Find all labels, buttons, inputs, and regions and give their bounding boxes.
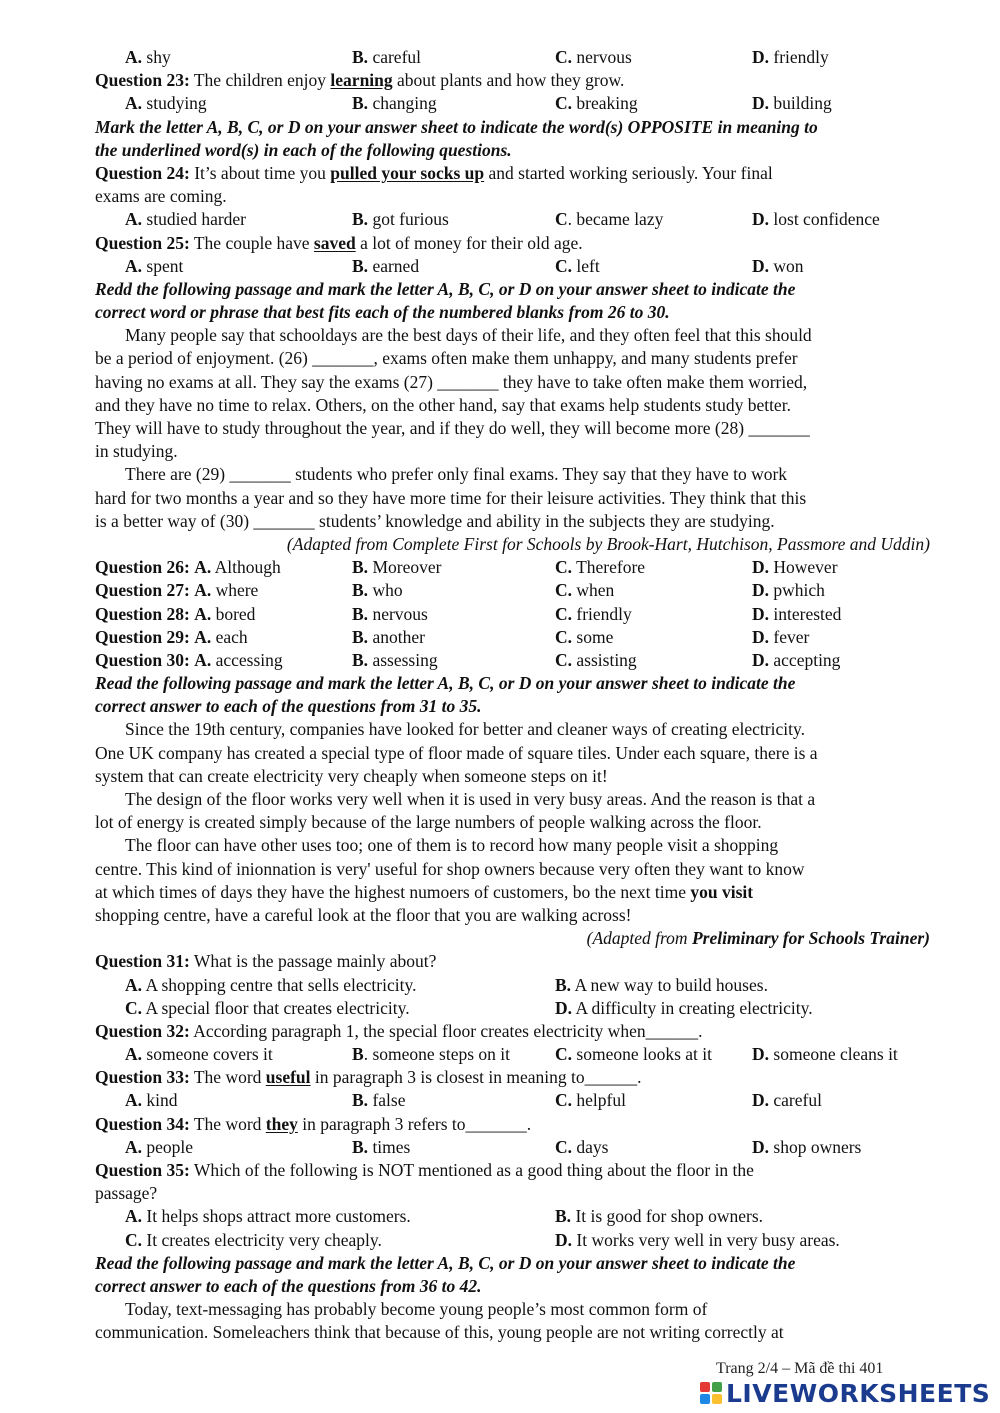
option-a: A. studying	[125, 93, 207, 114]
option-d: D. lost confidence	[752, 209, 880, 230]
q35-options-row1	[95, 1205, 930, 1228]
passage2-line: Since the 19th century, companies have looked for better and cleaner ways of creating electricity.	[125, 719, 805, 740]
option-d: D. fever	[752, 626, 810, 647]
question-number: Question 27: A. where	[95, 580, 259, 601]
logo-square	[700, 1394, 710, 1404]
question-24-cont: exams are coming.	[95, 186, 227, 207]
option-d: D. shop owners	[752, 1136, 862, 1157]
passage2-line: shopping centre, have a careful look at the floor that you are walking across!	[95, 904, 632, 925]
option-d: D. pwhich	[752, 580, 825, 601]
option-c: C. friendly	[555, 603, 632, 624]
option-d: D. accepting	[752, 649, 841, 670]
passage1-line: Many people say that schooldays are the best days of their life, and they often feel that this should	[125, 325, 812, 346]
option-b: B. assessing	[352, 649, 438, 670]
passage1-line: and they have no time to relax. Others, on the other hand, say that exams help students study better.	[95, 394, 791, 415]
question-27	[95, 579, 930, 602]
option-c: C. someone looks at it	[555, 1044, 712, 1065]
q32-options	[95, 1043, 930, 1066]
option-d: D. careful	[752, 1090, 822, 1111]
question-32: Question 32: According paragraph 1, the special floor creates electricity when______.	[95, 1020, 703, 1041]
option-c: C. breaking	[555, 93, 638, 114]
q22-options	[95, 46, 930, 69]
option-d: D. However	[752, 557, 838, 578]
source-citation-2: (Adapted from Preliminary for Schools Trainer)	[586, 928, 930, 949]
option-b: B. changing	[352, 93, 437, 114]
option-b: B. A new way to build houses.	[555, 974, 768, 995]
option-c: C. It creates electricity very cheaply.	[125, 1229, 382, 1250]
page-footer: Trang 2/4 – Mã đề thi 401	[716, 1360, 884, 1377]
q24-options	[95, 208, 930, 231]
question-31: Question 31: What is the passage mainly about?	[95, 951, 437, 972]
instruction-cloze-1: Redd the following passage and mark the letter A, B, C, or D on your answer sheet to indicate the	[95, 278, 796, 299]
instruction-reading2-1: Read the following passage and mark the letter A, B, C, or D on your answer sheet to indicate the	[95, 1252, 796, 1273]
option-b: B. times	[352, 1136, 411, 1157]
question-25: Question 25: The couple have saved a lot of money for their old age.	[95, 232, 583, 253]
passage2-line: The floor can have other uses too; one of them is to record how many people visit a shopping	[125, 835, 779, 856]
question-26	[95, 556, 930, 579]
option-c: C. when	[555, 580, 615, 601]
option-b: B. who	[352, 580, 403, 601]
q31-options-row2	[95, 997, 930, 1020]
option-d: D. A difficulty in creating electricity.	[555, 997, 813, 1018]
option-a: A. studied harder	[125, 209, 247, 230]
option-b: B. earned	[352, 255, 420, 276]
option-d: D. someone cleans it	[752, 1044, 898, 1065]
logo-square	[712, 1382, 722, 1392]
option-c: C. left	[555, 255, 600, 276]
brand-text: LIVEWORKSHEETS	[726, 1378, 991, 1408]
instruction-reading-1: Read the following passage and mark the letter A, B, C, or D on your answer sheet to indicate the	[95, 673, 796, 694]
option-b: B. false	[352, 1090, 406, 1111]
option-a: A. people	[125, 1136, 194, 1157]
passage2-line: One UK company has created a special type of floor made of square tiles. Under each square, there is a	[95, 742, 818, 763]
passage2-line: The design of the floor works very well when it is used in very busy areas. And the reason is that a	[125, 789, 816, 809]
option-c: C. helpful	[555, 1090, 626, 1111]
liveworksheets-logo[interactable]	[700, 1378, 990, 1408]
instruction-reading-2: correct answer to each of the questions from 31 to 35.	[95, 696, 482, 717]
passage1-line: hard for two months a year and so they have more time for their leisure activities. They think that this	[95, 487, 807, 508]
exam-page	[95, 46, 930, 1345]
logo-square	[712, 1394, 722, 1404]
question-35: Question 35: Which of the following is NOT mentioned as a good thing about the floor in the	[95, 1160, 754, 1180]
question-number: Question 29: A. each	[95, 626, 248, 647]
passage1-line: having no exams at all. They say the exams (27) _______ they have to take often make them worried,	[95, 371, 808, 392]
option-b: B. Moreover	[352, 557, 442, 578]
option-b: B. someone steps on it	[352, 1044, 510, 1065]
question-33: Question 33: The word useful in paragraph 3 is closest in meaning to______.	[95, 1067, 642, 1088]
passage2-line: lot of energy is created simply because of the large numbers of people walking across the floor.	[95, 812, 762, 833]
q23-options	[95, 92, 930, 115]
question-number: Question 26: A. Although	[95, 557, 281, 578]
option-c: C. A special floor that creates electricity.	[125, 997, 410, 1018]
passage2-line: centre. This kind of inionnation is very' useful for shop owners because very often they want to know	[95, 858, 805, 879]
question-24: Question 24: It’s about time you pulled your socks up and started working seriously. Your final	[95, 162, 773, 183]
logo-icon	[700, 1382, 722, 1404]
passage3-line: Today, text-messaging has probably become young people’s most common form of	[125, 1299, 708, 1320]
option-b: B. got furious	[352, 209, 449, 230]
source-citation-1: (Adapted from Complete First for Schools by Brook-Hart, Hutchison, Passmore and Uddin)	[286, 533, 930, 554]
option-a: A. It helps shops attract more customers.	[125, 1206, 411, 1227]
question-23: Question 23: The children enjoy learning about plants and how they grow.	[95, 70, 625, 91]
option-a: A. someone covers it	[125, 1044, 273, 1065]
question-28	[95, 603, 930, 626]
option-a: A. spent	[125, 255, 184, 276]
question-number: Question 30: A. accessing	[95, 649, 283, 670]
option-c: C. assisting	[555, 649, 637, 670]
passage1-line: They will have to study throughout the year, and if they do well, they will become more (28) _______	[95, 418, 810, 438]
option-a: A. shy	[125, 47, 171, 67]
passage1-line: is a better way of (30) _______ students’ knowledge and ability in the subjects they are studying.	[95, 510, 775, 531]
option-c: C. nervous	[555, 47, 632, 67]
option-d: D. building	[752, 93, 832, 114]
instruction-opposite-1: Mark the letter A, B, C, or D on your answer sheet to indicate the word(s) OPPOSITE in meaning to	[95, 116, 818, 137]
option-c: C. became lazy	[555, 209, 664, 230]
q33-options	[95, 1089, 930, 1112]
logo-square	[700, 1382, 710, 1392]
passage2-line: at which times of days they have the highest numoers of customers, bo the next time you visit	[95, 881, 754, 902]
passage1-line: There are (29) _______ students who prefer only final exams. They say that they have to work	[125, 464, 788, 485]
instruction-cloze-2: correct word or phrase that best fits each of the numbered blanks from 26 to 30.	[95, 302, 670, 323]
question-35-cont: passage?	[95, 1183, 158, 1204]
option-d: D. interested	[752, 603, 842, 624]
instruction-opposite-2: the underlined word(s) in each of the following questions.	[95, 139, 512, 160]
q34-options	[95, 1136, 930, 1159]
option-c: C. Therefore	[555, 557, 646, 578]
question-34: Question 34: The word they in paragraph 3 refers to_______.	[95, 1113, 532, 1134]
passage3-line: communication. Someleachers think that because of this, young people are not writing correctly at	[95, 1322, 784, 1343]
option-a: A. kind	[125, 1090, 178, 1111]
passage2-line: system that can create electricity very cheaply when someone steps on it!	[95, 765, 608, 786]
option-d: D. It works very well in very busy areas.	[555, 1229, 840, 1250]
passage1-line: be a period of enjoyment. (26) _______, exams often make them unhappy, and many students prefer	[95, 348, 798, 369]
option-b: B. nervous	[352, 603, 428, 624]
question-number: Question 28: A. bored	[95, 603, 256, 624]
option-d: D. friendly	[752, 47, 829, 67]
q35-options-row2	[95, 1229, 930, 1252]
option-a: A. A shopping centre that sells electricity.	[125, 974, 417, 995]
option-b: B. careful	[352, 47, 422, 67]
instruction-reading2-2: correct answer to each of the questions from 36 to 42.	[95, 1275, 482, 1296]
option-b: B. It is good for shop owners.	[555, 1206, 764, 1227]
option-d: D. won	[752, 255, 804, 276]
passage1-line: in studying.	[95, 441, 178, 462]
question-30	[95, 649, 930, 672]
option-c: C. days	[555, 1136, 609, 1157]
option-c: C. some	[555, 626, 614, 647]
question-29	[95, 626, 930, 649]
q25-options	[95, 255, 930, 278]
option-b: B. another	[352, 626, 425, 647]
q31-options-row1	[95, 974, 930, 997]
